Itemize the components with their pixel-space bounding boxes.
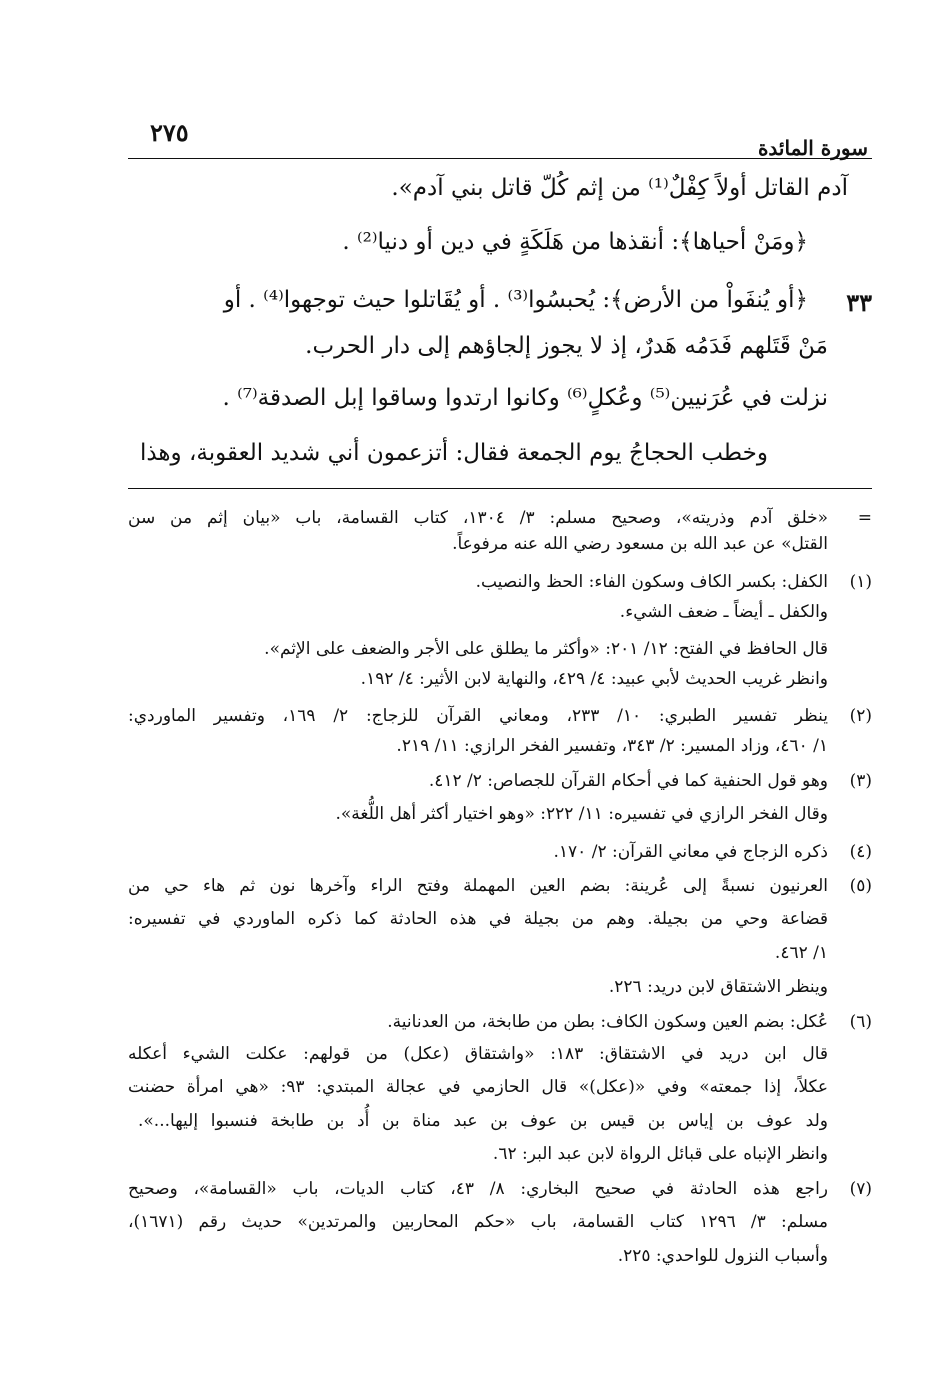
footnote-line: قال الحافظ في الفتح: ١٢/ ٢٠١: «وأكثر ما يطلق على الأجر والضعف على الإثم». — [264, 639, 828, 659]
footnote-line: مسلم: ٣/ ١٢٩٦ كتاب القسامة، باب «حكم المحاربين والمرتدين» حديث رقم (١٦٧١)، — [128, 1212, 828, 1232]
footnote-line: الكفل: بكسر الكاف وسكون الفاء: الحظ والنصيب. — [475, 572, 828, 592]
surah-title: سورة المائدة — [757, 136, 868, 160]
footnote-line: وانظر الإنباه على قبائل الرواة لابن عبد البر: ٦٢. — [492, 1144, 828, 1164]
header-divider — [128, 158, 872, 159]
main-line-1: آدم القاتل أولاً كِفْلٌ⁽¹⁾ من إثم كُلّ قاتل بني آدم». — [391, 175, 848, 201]
main-line-6: وخطب الحجاجُ يوم الجمعة فقال: أتزعمون أني شديد العقوبة، وهذا — [139, 440, 768, 466]
footnote-line: عكلاً، إذا جمعته» وفي «(عكل)» قال الحازمي في عجالة المبتدي: ٩٣: «هي امرأة حضنت — [128, 1077, 828, 1097]
footnote-line: العرنيون نسبةً إلى عُرينة: بضم العين المهملة وفتح الراء وآخرها نون ثم هاء حي من — [128, 876, 828, 896]
continuation-mark: = — [857, 508, 872, 528]
footnote-line: راجع هذه الحادثة في صحيح البخاري: ٨/ ٤٣، كتاب الديات، باب «القسامة»، وصحيح — [128, 1179, 829, 1199]
footnote-number-3: (٣) — [849, 771, 872, 791]
footnote-line: والكفل ـ أيضاً ـ ضعف الشيء. — [619, 602, 828, 622]
footnote-line: وأسباب النزول للواحدي: ٢٢٥. — [617, 1246, 828, 1266]
main-line-5: نزلت في عُرَنيين⁽⁵⁾ وعُكلٍ⁽⁶⁾ وكانوا ارتدوا وساقوا إبل الصدقة⁽⁷⁾ . — [222, 385, 828, 411]
footnote-line: وينظر الاشتقاق لابن دريد: ٢٢٦. — [608, 977, 828, 997]
footnote-number-6: (٦) — [849, 1012, 872, 1032]
footnote-line: ١/ ٤٦٠، وزاد المسير: ٢/ ٣٤٣، وتفسير الفخر الرازي: ١١/ ٢١٩. — [396, 736, 828, 756]
footnote-line: قال ابن دريد في الاشتقاق: ١٨٣: «واشتقاق (عكل) من قولهم: عكلت الشيء أعكله — [128, 1044, 828, 1064]
footnote-line: القتل» عن عبد الله بن مسعود رضي الله عنه مرفوعاً. — [452, 534, 828, 554]
main-line-4: مَنْ قَتَلهم فَدَمُه هَدرٌ، إذ لا يجوز إلجاؤهم إلى دار الحرب. — [305, 333, 828, 359]
footnote-number-5: (٥) — [849, 876, 872, 896]
footnote-line: وانظر غريب الحديث لأبي عبيد: ٤/ ٤٢٩، والنهاية لابن الأثير: ٤/ ١٩٢. — [360, 669, 828, 689]
footnote-line: وقال الفخر الرازي في تفسيره: ١١/ ٢٢٢: «وهو اختيار أكثر أهل اللُّغة». — [335, 804, 828, 824]
footnote-line: ولد عوف بن إياس بن قيس بن عوف بن عبد مناة بن أُد بن طابخة فنسبوا إليها...». — [138, 1111, 828, 1131]
verse-number: ٣٣ — [846, 288, 872, 317]
footnote-number-4: (٤) — [849, 842, 872, 862]
footnote-line: «خلق آدم وذريته»، وصحيح مسلم: ٣/ ١٣٠٤، كتاب القسامة، باب «بيان إثم من سن — [128, 508, 828, 528]
footnote-number-7: (٧) — [849, 1179, 872, 1199]
footnote-line: وهو قول الحنفية كما في أحكام القرآن للجصاص: ٢/ ٤١٢. — [428, 771, 828, 791]
footnote-line: ينظر تفسير الطبري: ١٠/ ٢٣٣، ومعاني القرآن للزجاج: ٢/ ١٦٩، وتفسير الماوردي: — [128, 706, 828, 726]
footnote-line: عُكل: بضم العين وسكون الكاف: بطن من طابخة، من العدنانية. — [387, 1012, 828, 1032]
footnote-line: قضاعة وحي من بجيلة. وهم من بجيلة في هذه الحادثة كما ذكره الماوردي في تفسيره: — [128, 909, 828, 929]
main-line-3: ﴿أو يُنفَواْ من الأرض﴾: يُحبسُوا⁽³⁾ . أو يُقَاتلوا حيث توجهوا⁽⁴⁾ . أو — [223, 287, 808, 313]
page-number: ٢٧٥ — [150, 118, 189, 147]
main-line-2: ﴿ومَنْ أحياها﴾: أنقذها من هَلَكَةٍ في دين أو دنيا⁽²⁾ . — [342, 229, 808, 255]
footnote-divider — [128, 488, 872, 489]
footnote-number-2: (٢) — [849, 706, 872, 726]
footnote-line: ١/ ٤٦٢. — [774, 943, 828, 963]
footnote-number-1: (١) — [849, 572, 872, 592]
footnote-line: ذكره الزجاج في معاني القرآن: ٢/ ١٧٠. — [553, 842, 828, 862]
